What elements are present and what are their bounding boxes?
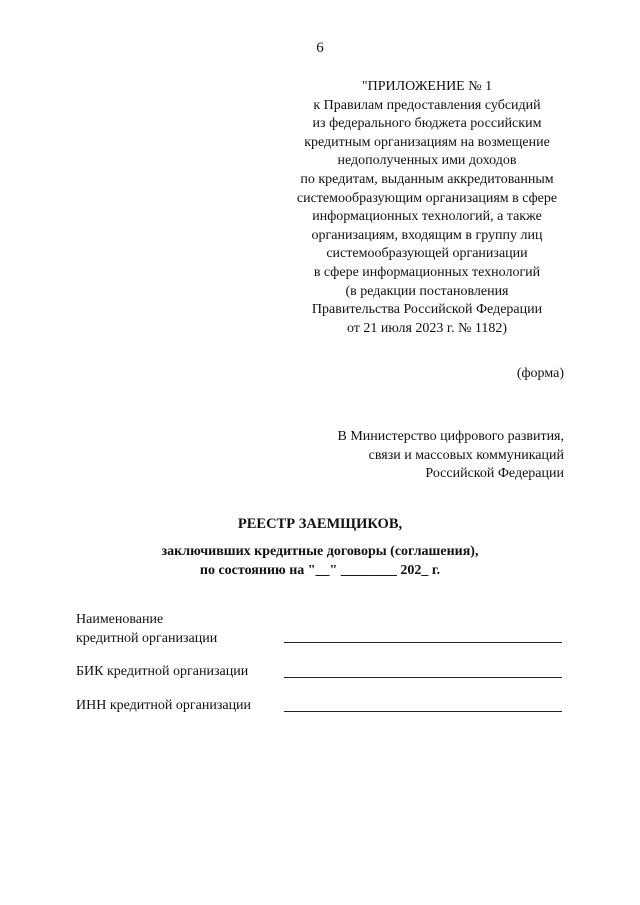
- appendix-line: в сфере информационных технологий: [313, 264, 541, 280]
- registry-subtitle-line: заключивших кредитные договоры (соглашения),: [161, 544, 479, 559]
- appendix-line: информационных технологий, а также: [312, 209, 542, 225]
- appendix-line: системообразующим организациям в сфере: [296, 190, 558, 206]
- bik-blank-line[interactable]: [284, 677, 562, 678]
- appendix-line: системообразующей организации: [326, 246, 528, 262]
- appendix-line: организациям, входящим в группу лиц: [311, 227, 543, 243]
- page-number: 6: [316, 40, 324, 56]
- appendix-line: по кредитам, выданным аккредитованным: [300, 171, 554, 187]
- addressee-line: В Министерство цифрового развития,: [337, 429, 564, 444]
- appendix-header: [262, 78, 592, 338]
- form-label: (форма): [516, 366, 564, 381]
- appendix-line: (в редакции постановления: [345, 283, 509, 299]
- registry-subtitle: [0, 542, 640, 580]
- addressee-line: связи и массовых коммуникаций: [368, 447, 564, 463]
- registry-title: РЕЕСТР ЗАЕМЩИКОВ,: [237, 516, 403, 532]
- field-inn: [76, 697, 566, 716]
- appendix-line: из федерального бюджета российским: [312, 116, 542, 132]
- field-bik: [76, 663, 566, 682]
- bik-label: БИК кредитной организации: [76, 664, 249, 679]
- appendix-line: кредитным организациям на возмещение: [304, 134, 550, 150]
- appendix-line: недополученных ими доходов: [337, 153, 517, 169]
- org-name-label-line1: Наименование: [76, 612, 164, 627]
- field-org-name: [76, 611, 566, 648]
- registry-subtitle-line: по состоянию на "__" ________ 202_ г.: [199, 563, 441, 578]
- org-name-blank-line[interactable]: [284, 642, 562, 643]
- inn-blank-line[interactable]: [284, 711, 562, 712]
- appendix-line: "ПРИЛОЖЕНИЕ № 1: [361, 79, 493, 94]
- appendix-line: от 21 июля 2023 г. № 1182): [346, 320, 508, 336]
- addressee-line: Российской Федерации: [425, 466, 564, 481]
- org-name-label-line2: кредитной организации: [76, 630, 218, 646]
- appendix-line: Правительства Российской Федерации: [311, 302, 543, 318]
- addressee-block: [337, 428, 564, 484]
- appendix-line: к Правилам предоставления субсидий: [313, 97, 541, 113]
- inn-label: ИНН кредитной организации: [76, 698, 252, 713]
